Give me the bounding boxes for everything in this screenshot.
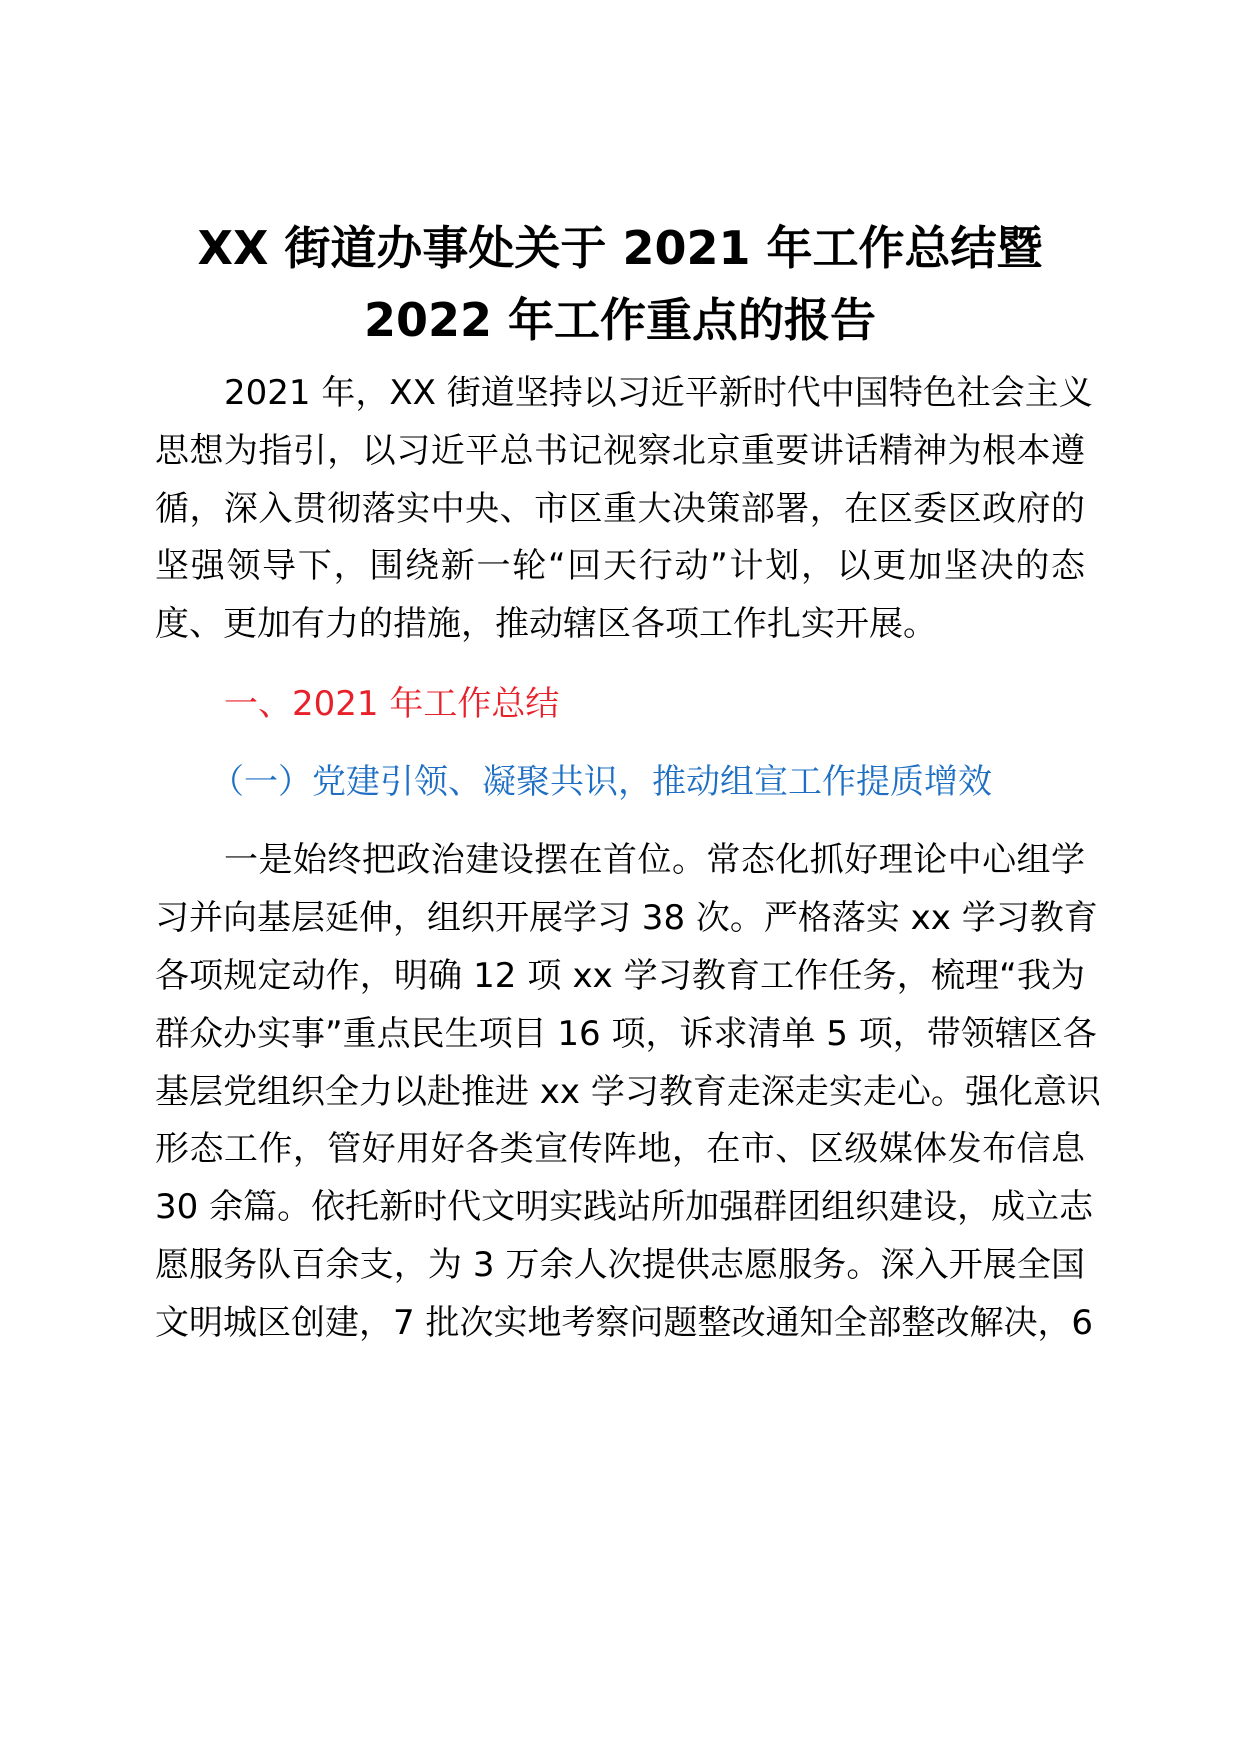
body-line-1: 一是始终把政治建设摆在首位。常态化抓好理论中心组学 [224, 840, 1085, 880]
body-line-7: 30 余篇。依托新时代文明实践站所加强群团组织建设，成立志 [155, 1187, 1094, 1227]
intro-line-1: 2021 年，XX 街道坚持以习近平新时代中国特色社会主义 [224, 373, 1093, 413]
body-line-3: 各项规定动作，明确 12 项 xx 学习教育工作任务，梳理“我为 [155, 956, 1085, 996]
section-heading: 一、2021 年工作总结 [224, 684, 560, 724]
body-line-8: 愿服务队百余支，为 3 万余人次提供志愿服务。深入开展全国 [155, 1245, 1085, 1285]
intro-line-2: 思想为指引，以习近平总书记视察北京重要讲话精神为根本遵 [155, 431, 1085, 471]
document-title-line-2: 2022 年工作重点的报告 [363, 293, 877, 347]
body-line-6: 形态工作，管好用好各类宣传阵地，在市、区级媒体发布信息 [155, 1129, 1085, 1169]
body-line-5: 基层党组织全力以赴推进 xx 学习教育走深走实走心。强化意识 [155, 1072, 1101, 1112]
body-line-2: 习并向基层延伸，组织开展学习 38 次。严格落实 xx 学习教育 [155, 898, 1098, 938]
subsection-heading: （一）党建引领、凝聚共识，推动组宣工作提质增效 [210, 762, 992, 802]
document-title-line-1: XX 街道办事处关于 2021 年工作总结暨 [197, 221, 1043, 275]
intro-line-3: 循，深入贯彻落实中央、市区重大决策部署，在区委区政府的 [155, 489, 1085, 529]
body-line-4: 群众办实事”重点民生项目 16 项，诉求清单 5 项，带领辖区各 [155, 1014, 1097, 1054]
intro-line-5: 度、更加有力的措施，推动辖区各项工作扎实开展。 [155, 604, 937, 644]
intro-line-4: 坚强领导下，围绕新一轮“回天行动”计划，以更加坚决的态 [155, 546, 1085, 586]
body-line-9: 文明城区创建，7 批次实地考察问题整改通知全部整改解决，6 [155, 1303, 1094, 1343]
